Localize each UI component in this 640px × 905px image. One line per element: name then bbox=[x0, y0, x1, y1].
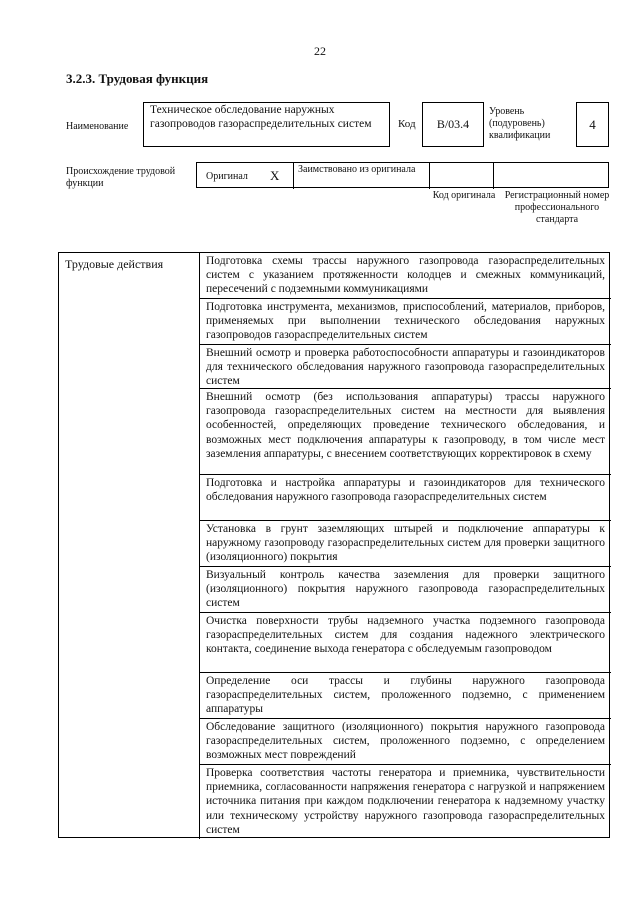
original-mark: X bbox=[270, 168, 280, 183]
labor-actions-list bbox=[199, 253, 611, 839]
action-row: Определение оси трассы и глубины наружного газопровода газораспределительных систем, проложенного подземно, с применением аппаратуры bbox=[200, 673, 611, 719]
qualification-level-label: Уровень (подуровень) квалификации bbox=[489, 106, 551, 141]
qualification-level-value: 4 bbox=[576, 102, 609, 147]
action-row: Внешний осмотр и проверка работоспособности аппаратуры и газоиндикаторов для технического обследования наружного газопровода газораспределительных систем bbox=[200, 345, 611, 389]
labor-actions-table bbox=[58, 252, 610, 838]
action-row: Обследование защитного (изоляционного) покрытия наружного газопровода газораспределительных систем, проложенного подземно, с определением возможных мест повреждений bbox=[200, 719, 611, 765]
action-row: Подготовка схемы трассы наружного газопровода газораспределительных систем с указанием протяженности колодцев и смежных коммуникаций, пересечений с подземными коммуникациями bbox=[200, 253, 611, 299]
action-row: Подготовка и настройка аппаратуры и газоиндикаторов для технического обследования наружного газопровода газораспределительных систем bbox=[200, 475, 611, 521]
action-row: Внешний осмотр (без использования аппаратуры) трассы наружного газопровода газораспределительных систем на местности для выявления особенностей, определяющих проведение технического обследования, и возможных мест подключения аппаратуры к газопроводу, в том числе мест заземления аппаратуры, с внесением соответствующих корректировок в схему bbox=[200, 389, 611, 475]
origin-label: Происхождение трудовой функции bbox=[66, 166, 176, 189]
action-row: Очистка поверхности трубы надземного участка подземного газопровода газораспределительных систем для создания надежного электрического контакта, соединение выхода генератора с обследуемым газопроводом bbox=[200, 613, 611, 673]
origin-table bbox=[196, 162, 609, 188]
action-row: Установка в грунт заземляющих штырей и подключение аппаратуры к наружному газопроводу газораспределительных систем для проверки защитного (изоляционного) покрытия bbox=[200, 521, 611, 567]
labor-actions-label: Трудовые действия bbox=[65, 257, 164, 271]
function-name-label: Наименование bbox=[66, 121, 129, 132]
page-number: 22 bbox=[314, 44, 326, 58]
borrowed-label: Заимствовано из оригинала bbox=[298, 164, 416, 175]
function-code-label: Код bbox=[398, 118, 416, 130]
origin-borrowed-cell bbox=[294, 163, 430, 189]
action-row: Подготовка инструмента, механизмов, приспособлений, материалов, приборов, применяемых при выполнении технического обследования наружных газопроводов газораспределительных систем bbox=[200, 299, 611, 345]
function-code-value: B/03.4 bbox=[422, 102, 484, 147]
origin-code-cell bbox=[430, 163, 494, 189]
original-label: Оригинал bbox=[206, 171, 248, 182]
origin-reg-cell bbox=[494, 163, 608, 189]
reg-number-label: Регистрационный номер профессионального стандарта bbox=[504, 190, 610, 225]
action-row: Проверка соответствия частоты генератора и приемника, чувствительности приемника, согласованности напряжения генератора с нагрузкой и напряжением источника питания при каждом подключении генератора к надземному участку или техническому устройству наружного газопровода газораспределительных систем bbox=[206, 767, 605, 836]
code-origin-label: Код оригинала bbox=[432, 190, 496, 201]
action-row: Визуальный контроль качества заземления для проверки защитного (изоляционного) покрытия наружного газопровода газораспределительных систем bbox=[200, 567, 611, 613]
section-title: 3.2.3. Трудовая функция bbox=[66, 71, 209, 86]
origin-original-cell bbox=[197, 163, 294, 189]
function-name-value: Техническое обследование наружных газопроводов газораспределительных систем bbox=[143, 102, 390, 147]
